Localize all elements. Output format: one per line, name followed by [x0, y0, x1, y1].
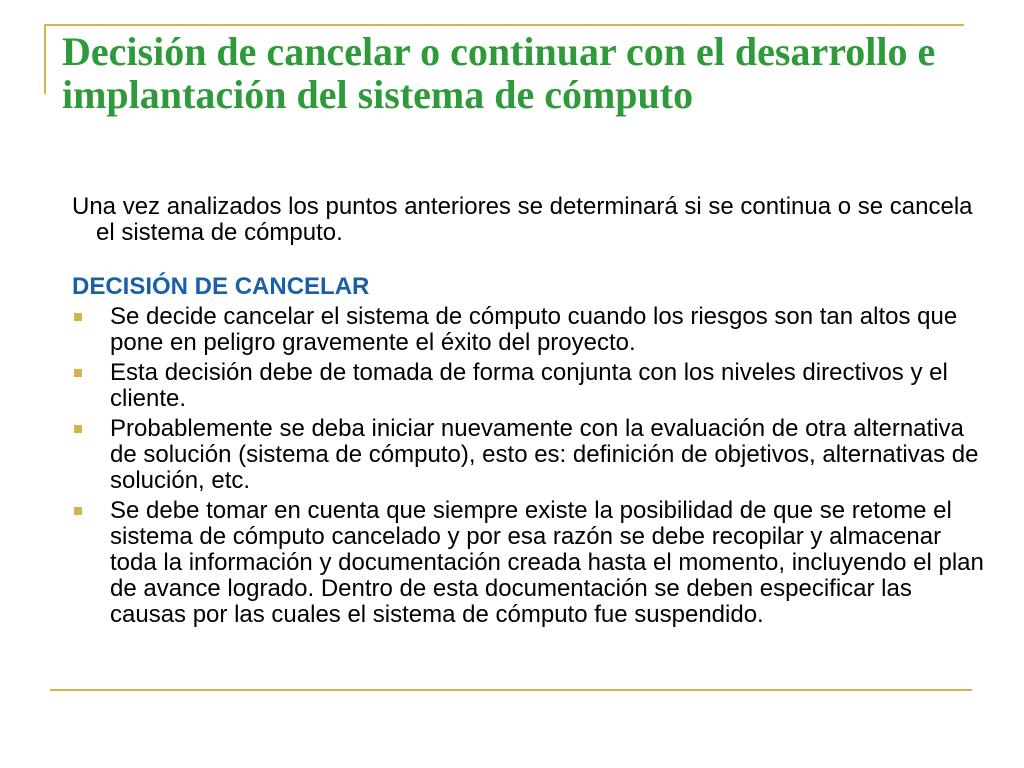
- slide-title: Decisión de cancelar o continuar con el desarrollo e implantación del sistema de cómputo: [62, 29, 936, 117]
- square-bullet-icon: [74, 369, 82, 377]
- bullet-text: Se decide cancelar el sistema de cómputo cuando los riesgos son tan altos que pone en peligro gravemente el éxito del proyecto.: [110, 303, 958, 356]
- bullet-text: Se debe tomar en cuenta que siempre existe la posibilidad de que se retome el sistema de cómputo cancelado y por esa razón se debe recopilar y almacenar toda la información y documentación creada hasta el momento, incluyendo el plan de avance logrado. Dentro de esta documentación se deben especificar las causas por las cuales el sistema de cómputo fue suspendido.: [110, 497, 984, 628]
- frame-top-rule: [44, 24, 964, 26]
- frame-left-rule: [44, 24, 46, 94]
- bullet-list: [72, 304, 992, 628]
- intro-paragraph: Una vez analizados los puntos anteriores se determinará si se continua o se cancela el sistema de cómputo.: [72, 193, 973, 246]
- section-heading: DECISIÓN DE CANCELAR: [72, 273, 370, 300]
- bullet-item: [72, 304, 992, 356]
- square-bullet-icon: [74, 425, 82, 433]
- bullet-text: Esta decisión debe de tomada de forma conjunta con los niveles directivos y el cliente.: [110, 359, 948, 412]
- frame-bottom-rule: [50, 689, 972, 691]
- bullet-text: Probablemente se deba iniciar nuevamente con la evaluación de otra alternativa de solución (sistema de cómputo), esto es: definición de objetivos, alternativas de solución, etc.: [110, 415, 979, 494]
- slide-body: [72, 194, 992, 632]
- bullet-item: [72, 416, 992, 494]
- bullet-item: [72, 498, 992, 628]
- square-bullet-icon: [74, 313, 82, 321]
- square-bullet-icon: [74, 507, 82, 515]
- bullet-item: [72, 360, 992, 412]
